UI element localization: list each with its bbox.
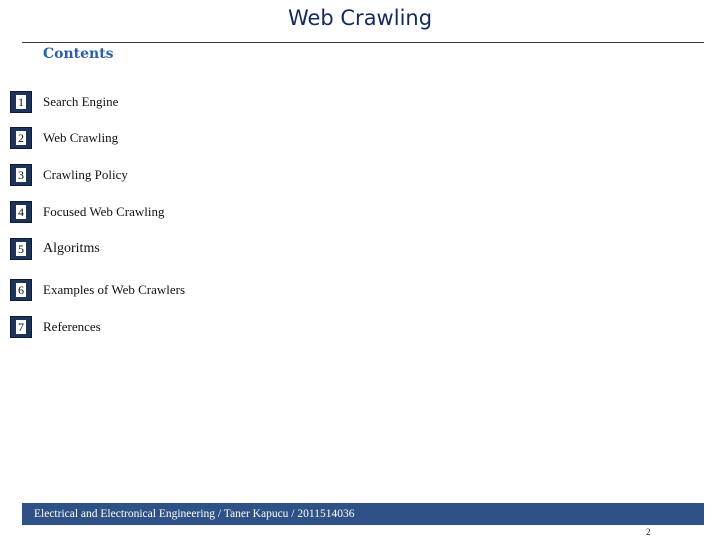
item-number-box xyxy=(10,316,32,338)
page-number: 2 xyxy=(646,527,651,537)
item-number: 4 xyxy=(18,205,24,219)
item-number: 7 xyxy=(18,320,24,334)
contents-item-6 xyxy=(10,278,185,302)
footer-text: Electrical and Electronical Engineering / Taner Kapucu / 2011514036 xyxy=(34,508,355,520)
item-label: Crawling Policy xyxy=(43,167,128,182)
item-number: 2 xyxy=(18,131,24,145)
item-label: Search Engine xyxy=(43,94,119,109)
footer-bar xyxy=(22,503,704,525)
contents-item-4 xyxy=(10,200,164,224)
item-number-box xyxy=(10,91,32,113)
item-number: 1 xyxy=(18,95,24,109)
title-rule xyxy=(22,42,704,43)
item-label: Algoritms xyxy=(43,241,100,256)
item-number-box xyxy=(10,238,32,260)
item-label: Focused Web Crawling xyxy=(43,204,165,219)
item-number-box xyxy=(10,279,32,301)
contents-item-7 xyxy=(10,315,101,339)
contents-item-2 xyxy=(10,126,118,150)
item-number-box xyxy=(10,127,32,149)
item-label: Examples of Web Crawlers xyxy=(43,282,186,297)
contents-heading: Contents xyxy=(43,46,114,62)
contents-item-5 xyxy=(10,237,100,261)
contents-item-3 xyxy=(10,163,128,187)
item-number: 6 xyxy=(18,283,24,297)
item-label: References xyxy=(43,319,101,334)
item-number: 5 xyxy=(18,242,24,256)
item-number: 3 xyxy=(18,168,24,182)
item-number-box xyxy=(10,201,32,223)
item-label: Web Crawling xyxy=(43,130,119,145)
contents-item-1 xyxy=(10,90,118,114)
item-number-box xyxy=(10,164,32,186)
slide-title: Web Crawling xyxy=(287,6,433,30)
